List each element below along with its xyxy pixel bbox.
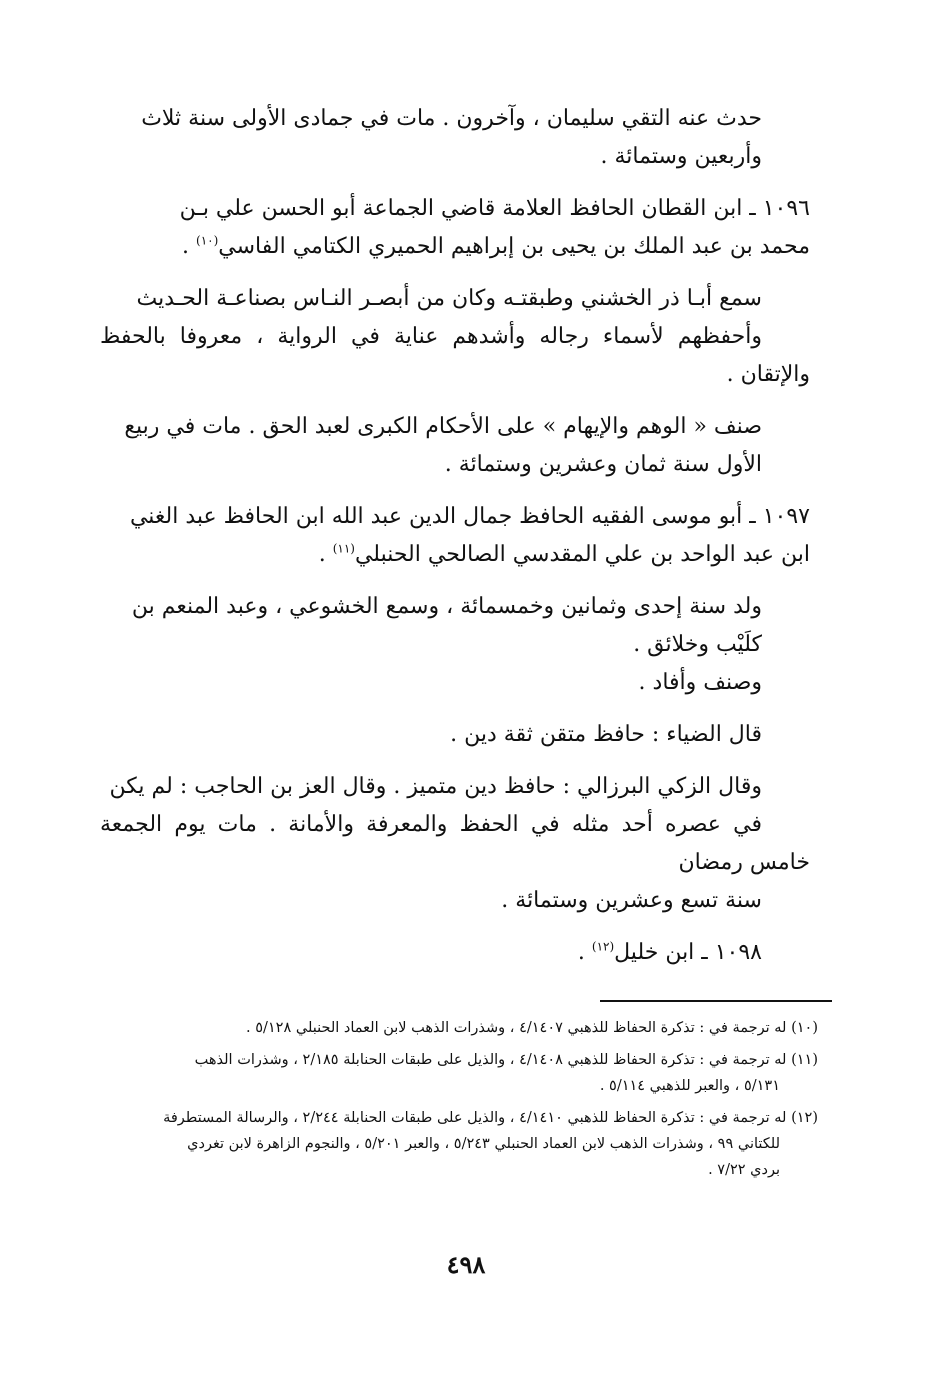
footnote-11 (108, 1047, 818, 1099)
paragraph-9 (100, 768, 810, 920)
footnote-line: بردي ٧/٢٢ . (708, 1162, 780, 1178)
text-line (100, 536, 810, 574)
footnote-line: ٥/١٣١ ، والعبر للذهبي ٥/١١٤ . (599, 1078, 780, 1094)
text-line: في عصره أحد مثله في الحفظ والمعرفة والأمانة . مات يوم الجمعة خامس رمضان (100, 812, 810, 875)
text-line: سنة تسع وعشرين وستمائة . (501, 888, 762, 913)
footnote-ref-11: (١١) (332, 541, 355, 556)
text-segment: . (577, 940, 592, 965)
paragraph-4 (100, 408, 810, 484)
text-line: سمع أبـا ذر الخشني وطبقتـه وكان من أبصـر النـاس بصناعـة الحـديث (136, 286, 762, 311)
paragraph-7: وصنف وأفاد . (638, 670, 762, 695)
footnote-ref-10: (١٠) (196, 233, 219, 248)
text-line: صنف « الوهم والإيهام » على الأحكام الكبرى لعبد الحق . مات في ربيع (124, 414, 762, 439)
text-segment: ١٠٩٨ ـ ابن خليل (614, 940, 762, 965)
text-line: وأربعين وستمائة . (600, 144, 762, 169)
text-segment: . (182, 234, 197, 259)
paragraph-3 (100, 280, 810, 394)
text-line: الأول سنة ثمان وعشرين وستمائة . (444, 452, 762, 477)
footnote-line: (١١) له ترجمة في : تذكرة الحفاظ للذهبي ٤/١٤٠٨ ، والذيل على طبقات الحنابلة ٢/١٨٥ ، وشذرات الذهب (194, 1052, 818, 1068)
text-line: وأحفظهم لأسماء رجاله وأشدهم عناية في الرواية ، معروفا بالحفظ والإتقان . (100, 324, 810, 387)
text-segment: ابن عبد الواحد بن علي المقدسي الصالحي الحنبلي (354, 542, 810, 567)
text-line: ١٠٩٦ ـ ابن القطان الحافظ العلامة قاضي الجماعة أبو الحسن علي بـن (179, 196, 810, 221)
paragraph-6 (100, 588, 810, 664)
entry-1097 (100, 498, 810, 574)
text-line: كلَيْب وخلائق . (633, 632, 762, 657)
footnote-divider (600, 1000, 832, 1002)
footnote-line: للكتاني ٩٩ ، وشذرات الذهب لابن العماد الحنبلي ٥/٢٤٣ ، والعبر ٥/٢٠١ ، والنجوم الزاهرة لابن تغردي (187, 1136, 780, 1152)
paragraph-1 (100, 100, 810, 176)
footnotes (108, 1015, 818, 1189)
paragraph-8: قال الضياء : حافظ متقن ثقة دين . (450, 722, 762, 747)
text-line: وقال الزكي البرزالي : حافظ دين متميز . وقال العز بن الحاجب : لم يكن (109, 774, 762, 799)
text-line: حدث عنه التقي سليمان ، وآخرون . مات في جمادى الأولى سنة ثلاث (141, 106, 762, 131)
entry-1098 (100, 934, 810, 972)
text-segment: محمد بن عبد الملك بن يحيى بن إبراهيم الحميري الكتامي الفاسي (218, 234, 810, 259)
text-line: ١٠٩٧ ـ أبو موسى الفقيه الحافظ جمال الدين عبد الله ابن الحافظ عبد الغني (129, 504, 810, 529)
text-segment: . (318, 542, 333, 567)
text-line: ولد سنة إحدى وثمانين وخمسمائة ، وسمع الخشوعي ، وعبد المنعم بن (131, 594, 762, 619)
footnote-line: (١٢) له ترجمة في : تذكرة الحفاظ للذهبي ٤/١٤١٠ ، والذيل على طبقات الحنابلة ٢/٢٤٤ ، والرسالة المستطرفة (163, 1110, 818, 1126)
footnote-12 (108, 1105, 818, 1183)
footnote-ref-12: (١٢) (591, 939, 615, 954)
text-line (100, 228, 810, 266)
main-text (100, 100, 810, 986)
footnote-10: (١٠) له ترجمة في : تذكرة الحفاظ للذهبي ٤/١٤٠٧ ، وشذرات الذهب لابن العماد الحنبلي ٥/١٢٨ . (245, 1020, 818, 1036)
entry-1096 (100, 190, 810, 266)
page-number: ٤٩٨ (446, 1250, 486, 1279)
